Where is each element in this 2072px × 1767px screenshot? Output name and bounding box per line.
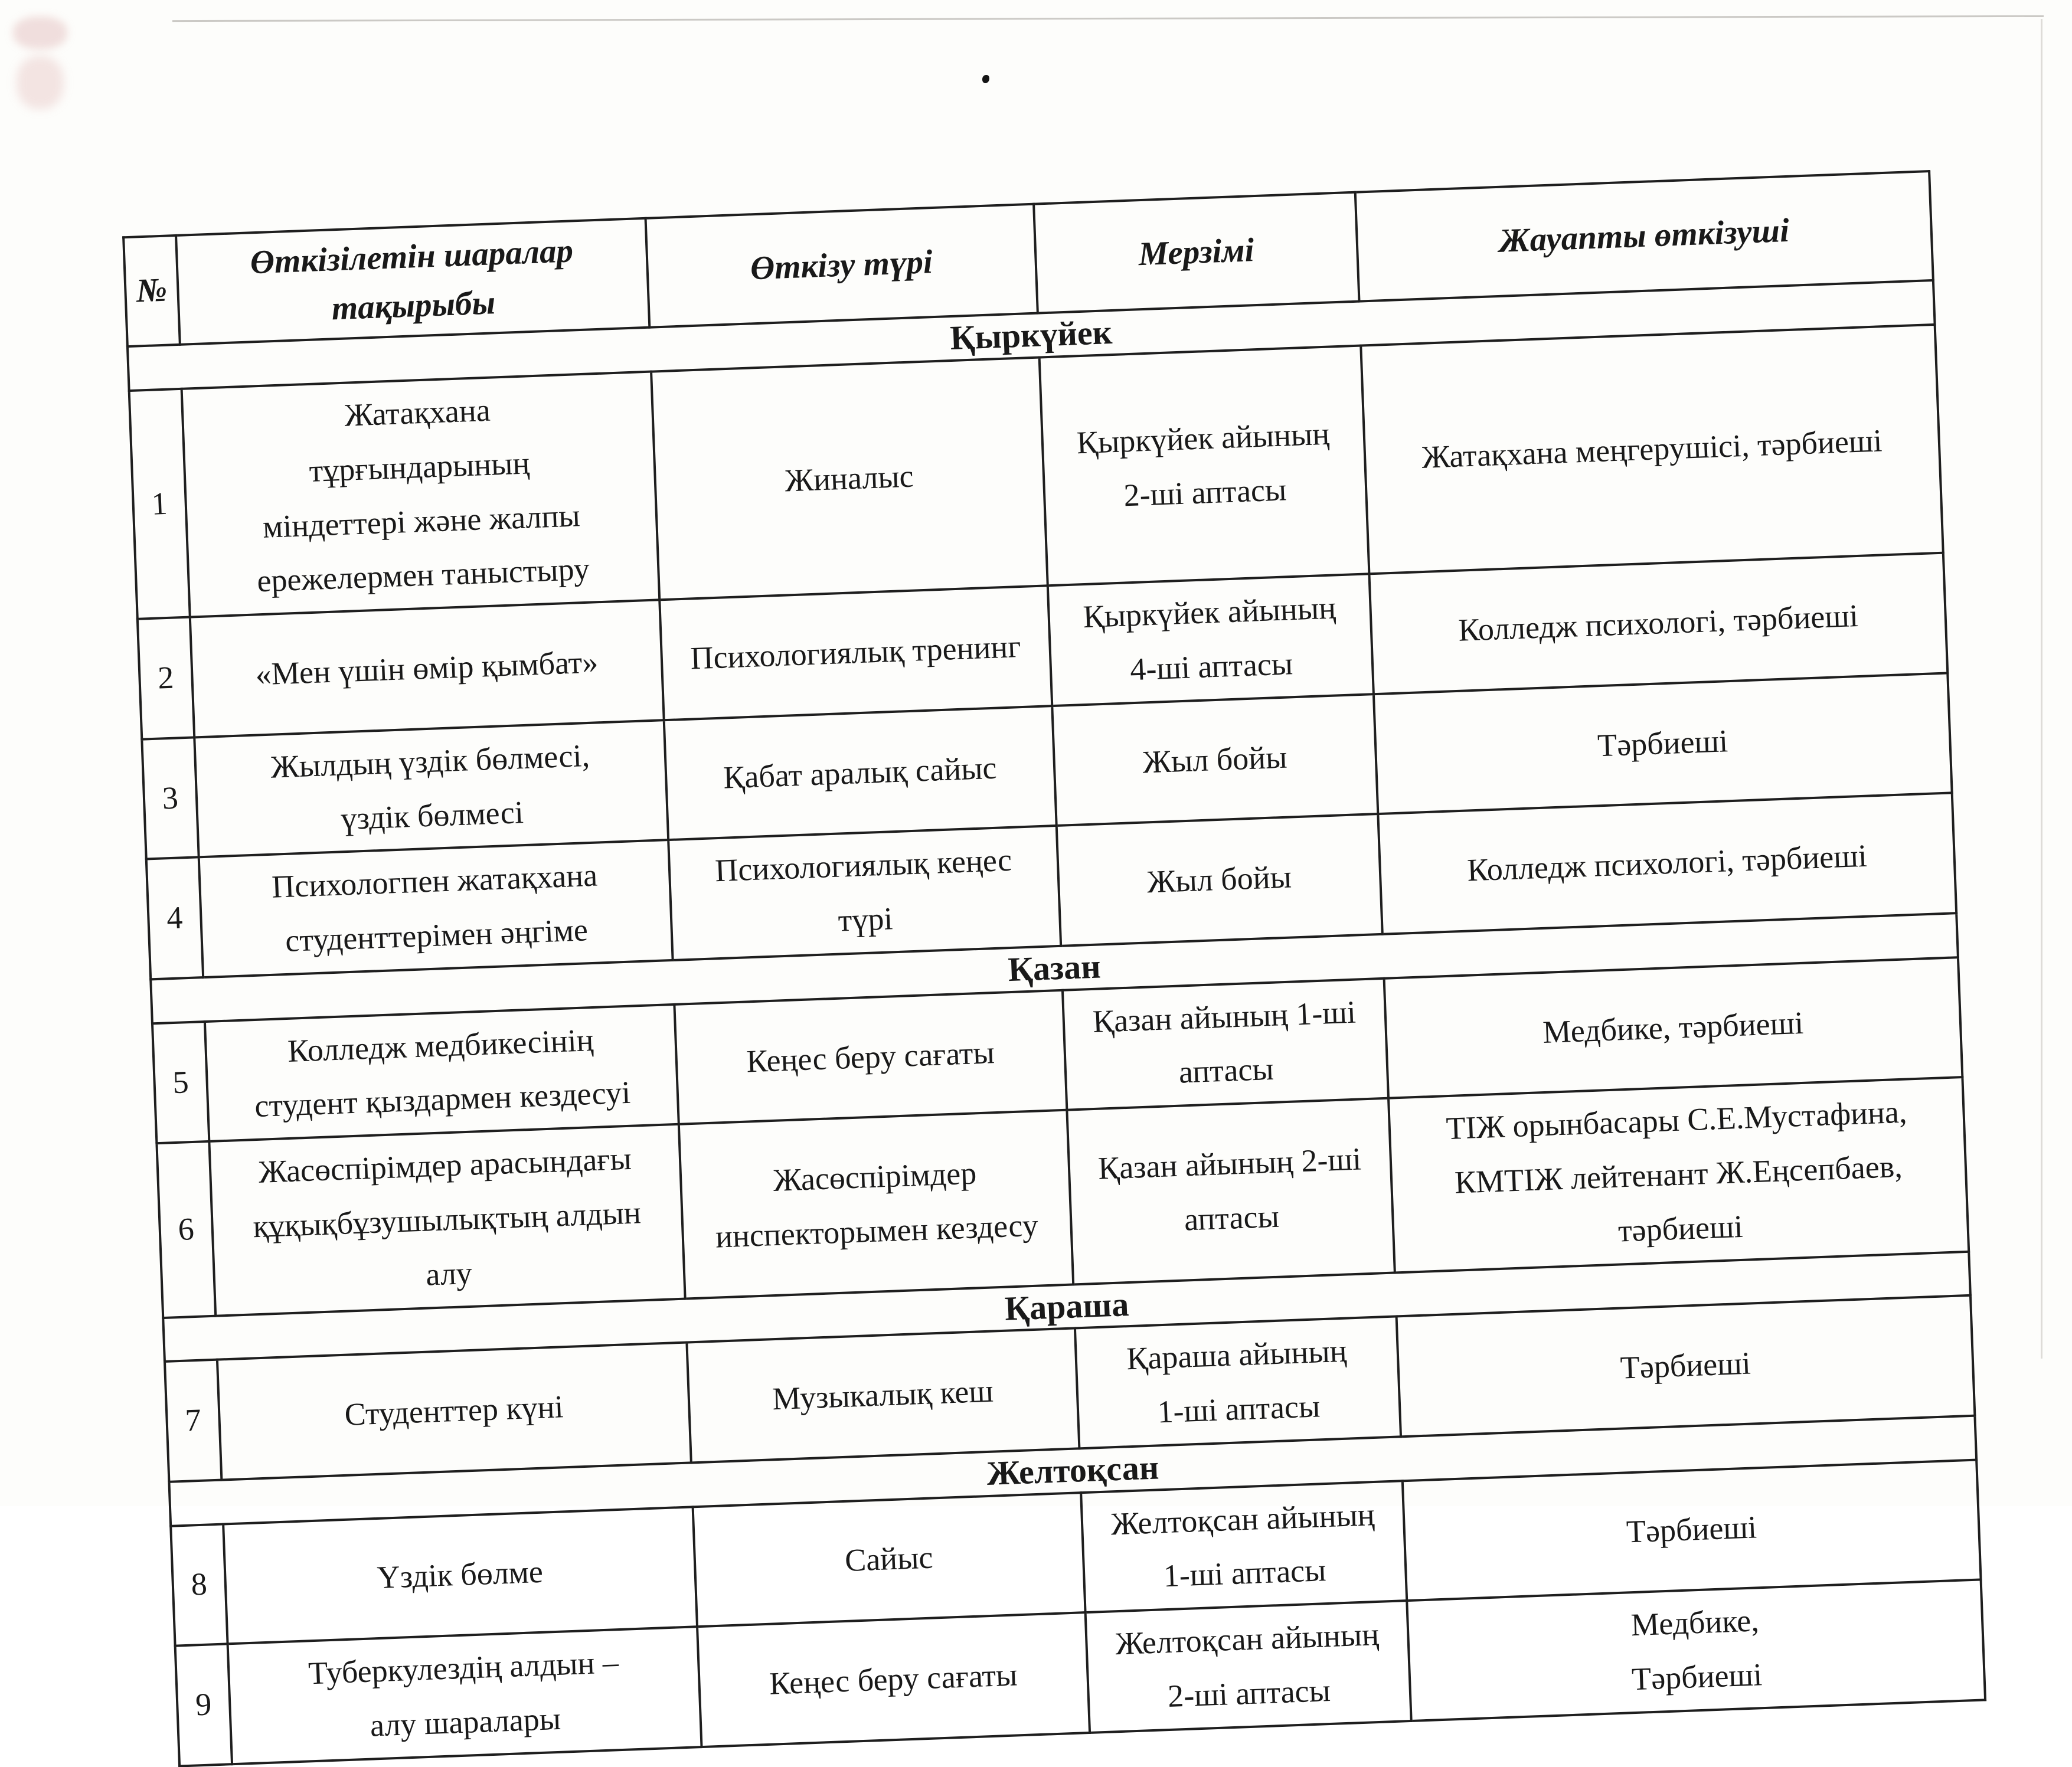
events-schedule-table bbox=[122, 170, 1986, 1767]
col-header-form: Өткізу түрі bbox=[645, 204, 1037, 328]
cell-term: Жыл бойы bbox=[1056, 814, 1382, 945]
scan-smudge bbox=[13, 17, 67, 49]
cell-term: Қазан айының 1-ші аптасы bbox=[1063, 978, 1388, 1110]
cell-form: Кеңес беру сағаты bbox=[674, 990, 1067, 1124]
cell-topic: Туберкулездің алдын – алу шаралары bbox=[227, 1627, 701, 1764]
cell-responsible: ТІЖ орынбасары С.Е.Мустафина, КМТІЖ лейтенант Ж.Еңсепбаев, тәрбиеші bbox=[1388, 1077, 1969, 1272]
cell-term: Желтоқсан айының 2-ші аптасы bbox=[1085, 1601, 1411, 1732]
cell-form: Кеңес беру сағаты bbox=[697, 1612, 1090, 1747]
cell-no: 5 bbox=[152, 1022, 209, 1144]
cell-responsible: Колледж психологі, тәрбиеші bbox=[1369, 553, 1947, 694]
cell-form: Сайыс bbox=[692, 1493, 1085, 1627]
section-title: Қараша bbox=[163, 1251, 1970, 1362]
cell-term: Қыркүйек айының 4-ші аптасы bbox=[1048, 574, 1374, 705]
cell-responsible: Колледж психологі, тәрбиеші bbox=[1378, 793, 1956, 934]
cell-topic: Жасөспірімдер арасындағы құқықбұзушылықтың алдын алу bbox=[209, 1124, 685, 1316]
cell-term: Қараша айының 1-ші аптасы bbox=[1075, 1317, 1401, 1448]
cell-responsible: Тәрбиеші bbox=[1402, 1460, 1981, 1601]
cell-form: Жиналыс bbox=[651, 358, 1048, 600]
cell-responsible: Медбике, Тәрбиеші bbox=[1407, 1580, 1985, 1721]
col-header-term: Мерзімі bbox=[1034, 192, 1359, 313]
cell-no: 2 bbox=[138, 617, 194, 739]
cell-no: 6 bbox=[156, 1141, 215, 1317]
cell-topic: Психологпен жатақхана студенттерімен әңгіме bbox=[198, 840, 672, 977]
cell-form: Психологиялық кеңес түрі bbox=[668, 826, 1061, 960]
cell-responsible: Медбике, тәрбиеші bbox=[1384, 957, 1962, 1098]
cell-term: Қазан айының 2-ші аптасы bbox=[1067, 1098, 1394, 1284]
cell-no: 1 bbox=[129, 389, 190, 619]
cell-form: Музыкалық кеш bbox=[687, 1328, 1079, 1463]
section-title: Қыркүйек bbox=[128, 280, 1935, 391]
cell-form: Қабат аралық сайыс bbox=[664, 706, 1056, 840]
cell-no: 4 bbox=[146, 858, 203, 980]
cell-topic: Үздік бөлме bbox=[223, 1507, 697, 1644]
section-title: Желтоқсан bbox=[169, 1416, 1976, 1526]
col-header-topic: Өткізілетін шаралар тақырыбы bbox=[176, 218, 649, 345]
cell-no: 3 bbox=[142, 737, 198, 859]
scan-smudge bbox=[17, 56, 64, 109]
cell-responsible: Жатақхана меңгерушісі, тәрбиеші bbox=[1361, 325, 1943, 574]
cell-topic: Жатақхана тұрғындарының міндеттері және жалпы ережелермен таныстыру bbox=[181, 372, 659, 617]
cell-topic: «Мен үшін өмір қымбат» bbox=[190, 600, 664, 738]
ink-speck-dot bbox=[982, 75, 989, 83]
schedule-table-wrapper bbox=[122, 170, 1986, 1767]
cell-form: Жасөспірімдер инспекторымен кездесу bbox=[678, 1110, 1073, 1298]
paper-edge-right-line bbox=[2041, 19, 2042, 1359]
cell-no: 9 bbox=[175, 1644, 232, 1766]
cell-responsible: Тәрбиеші bbox=[1373, 673, 1952, 814]
cell-no: 8 bbox=[171, 1524, 227, 1646]
cell-topic: Студенттер күні bbox=[217, 1343, 691, 1480]
col-header-no: № bbox=[123, 235, 179, 346]
cell-no: 7 bbox=[165, 1360, 221, 1482]
cell-term: Желтоқсан айының 1-ші аптасы bbox=[1081, 1481, 1407, 1612]
cell-term: Жыл бойы bbox=[1052, 694, 1378, 826]
cell-topic: Жылдың үздік бөлмесі, үздік бөлмесі bbox=[194, 720, 668, 858]
col-header-responsible: Жауапты өткізуші bbox=[1355, 171, 1933, 302]
section-title: Қазан bbox=[151, 913, 1958, 1023]
cell-responsible: Тәрбиеші bbox=[1396, 1295, 1975, 1436]
cell-form: Психологиялық тренинг bbox=[659, 585, 1052, 720]
cell-topic: Колледж медбикесінің студент қыздармен кездесуі bbox=[205, 1004, 679, 1142]
paper-edge-top-line bbox=[172, 15, 2044, 22]
cell-term: Қыркүйек айының 2-ші аптасы bbox=[1039, 346, 1369, 586]
